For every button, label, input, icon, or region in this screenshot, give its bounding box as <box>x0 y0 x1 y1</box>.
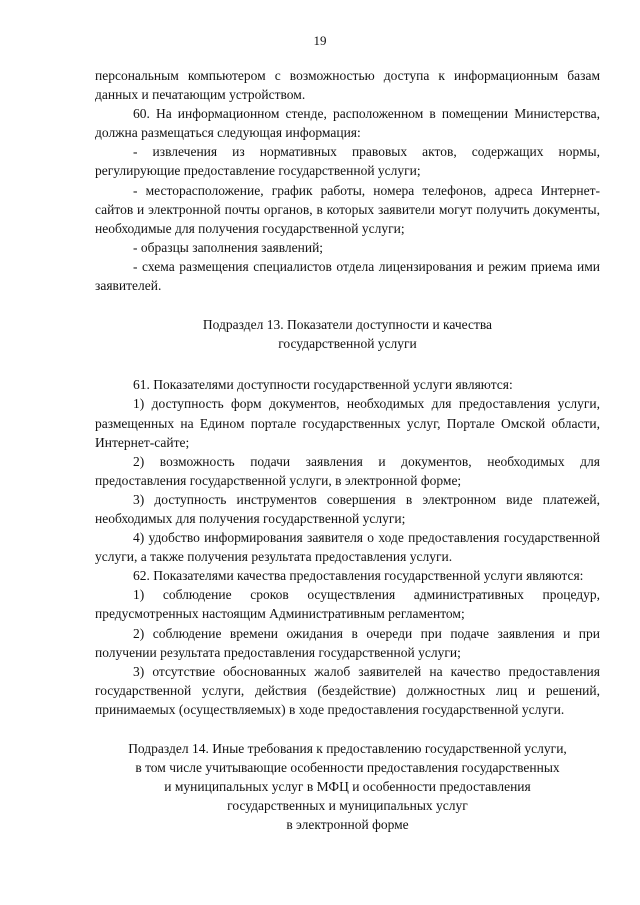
paragraph-62: 62. Показателями качества предоставления государственной услуги являются: <box>133 568 584 584</box>
list-item-extracts: - извлечения из нормативных правовых актов, содержащих нормы, регулирующие предоставление государственной услуги; <box>95 144 600 179</box>
subsection-14-line-4: государственных и муниципальных услуг <box>227 798 468 814</box>
subsection-13-line-1: Подраздел 13. Показатели доступности и качества <box>202 317 493 333</box>
paragraph-61: 61. Показателями доступности государственной услуги являются: <box>133 377 513 393</box>
subsection-14-line-5: в электронной форме <box>286 817 409 833</box>
paragraph-60: 60. На информационном стенде, расположенном в помещении Министерства, должна размещаться следующая информация: <box>95 106 600 141</box>
availability-item-3: 3) доступность инструментов совершения в электронном виде платежей, необходимых для получения государственной услуги; <box>95 491 600 526</box>
subsection-14-heading <box>95 739 600 834</box>
availability-item-1: 1) доступность форм документов, необходимых для предоставления услуги, размещенных на Едином портале государственных услуг, Портале Омской области, Интернет-сайте; <box>95 396 600 450</box>
paragraph-continuation: персональным компьютером с возможностью доступа к информационным базам данных и печатающим устройством. <box>95 68 600 103</box>
subsection-14-line-2: в том числе учитывающие особенности предоставления государственных <box>135 760 560 776</box>
quality-item-2: 2) соблюдение времени ожидания в очереди при подаче заявления и при получении результата предоставления государственной услуги; <box>95 625 600 660</box>
subsection-13-line-2: государственной услуги <box>278 336 417 352</box>
list-item-samples: - образцы заполнения заявлений; <box>133 239 324 255</box>
quality-item-1: 1) соблюдение сроков осуществления административных процедур, предусмотренных настоящим Административным регламентом; <box>95 587 600 622</box>
document-body <box>95 66 600 834</box>
subsection-14-line-1: Подраздел 14. Иные требования к предоставлению государственной услуги, <box>128 741 567 756</box>
subsection-13-heading <box>95 315 600 353</box>
availability-item-2: 2) возможность подачи заявления и документов, необходимых для предоставления государственной услуги, в электронной форме; <box>95 453 600 488</box>
quality-item-3: 3) отсутствие обоснованных жалоб заявителей на качество предоставления государственной услуги, действия (бездействие) должностных лиц и решений, принимаемых (осуществляемых) в ходе предоставления государственной услуги. <box>95 663 600 717</box>
availability-item-4: 4) удобство информирования заявителя о ходе предоставления государственной услуги, а также получения результата предоставления услуги. <box>95 530 600 565</box>
list-item-location: - месторасположение, график работы, номера телефонов, адреса Интернет-сайтов и электронной почты органов, в которых заявители могут получить документы, необходимые для получения государственной услуги; <box>95 182 600 236</box>
list-item-layout-scheme: - схема размещения специалистов отдела лицензирования и режим приема ими заявителей. <box>95 258 600 294</box>
page-number: 19 <box>313 33 327 48</box>
subsection-14-line-3: и муниципальных услуг в МФЦ и особенности предоставления <box>164 779 531 795</box>
